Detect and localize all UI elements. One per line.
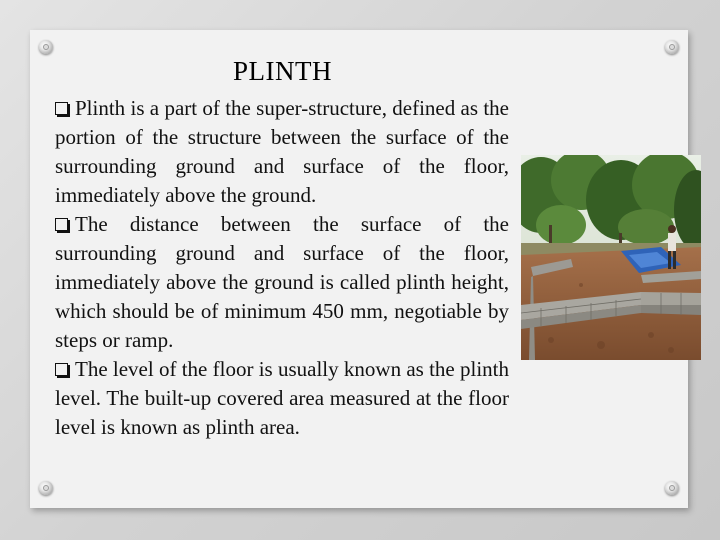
pushpin-icon xyxy=(39,481,53,495)
bullet-paragraph xyxy=(55,210,509,355)
checkbox-bullet-icon xyxy=(55,218,68,231)
bullet-text: The distance between the surface of the surrounding ground and surface of the floor, immediately above the ground is called plinth height, which should be of minimum 450 mm, negotiable by steps or ramp. xyxy=(55,212,509,352)
pushpin-icon xyxy=(665,481,679,495)
pushpin-icon xyxy=(39,40,53,54)
bullet-text: The level of the floor is usually known as the plinth level. The built-up covered area measured at the floor level is known as plinth area. xyxy=(55,357,509,439)
pushpin-icon xyxy=(665,40,679,54)
checkbox-bullet-icon xyxy=(55,363,68,376)
slide-body xyxy=(55,94,509,442)
slide-title: PLINTH xyxy=(233,56,332,86)
plinth-construction-photo xyxy=(521,155,701,360)
bullet-paragraph xyxy=(55,355,509,442)
checkbox-bullet-icon xyxy=(55,102,68,115)
bullet-text: Plinth is a part of the super-structure, defined as the portion of the structure between the surface of the surrounding ground and surface of the floor, immediately above the ground. xyxy=(55,96,509,207)
bullet-paragraph xyxy=(55,94,509,210)
